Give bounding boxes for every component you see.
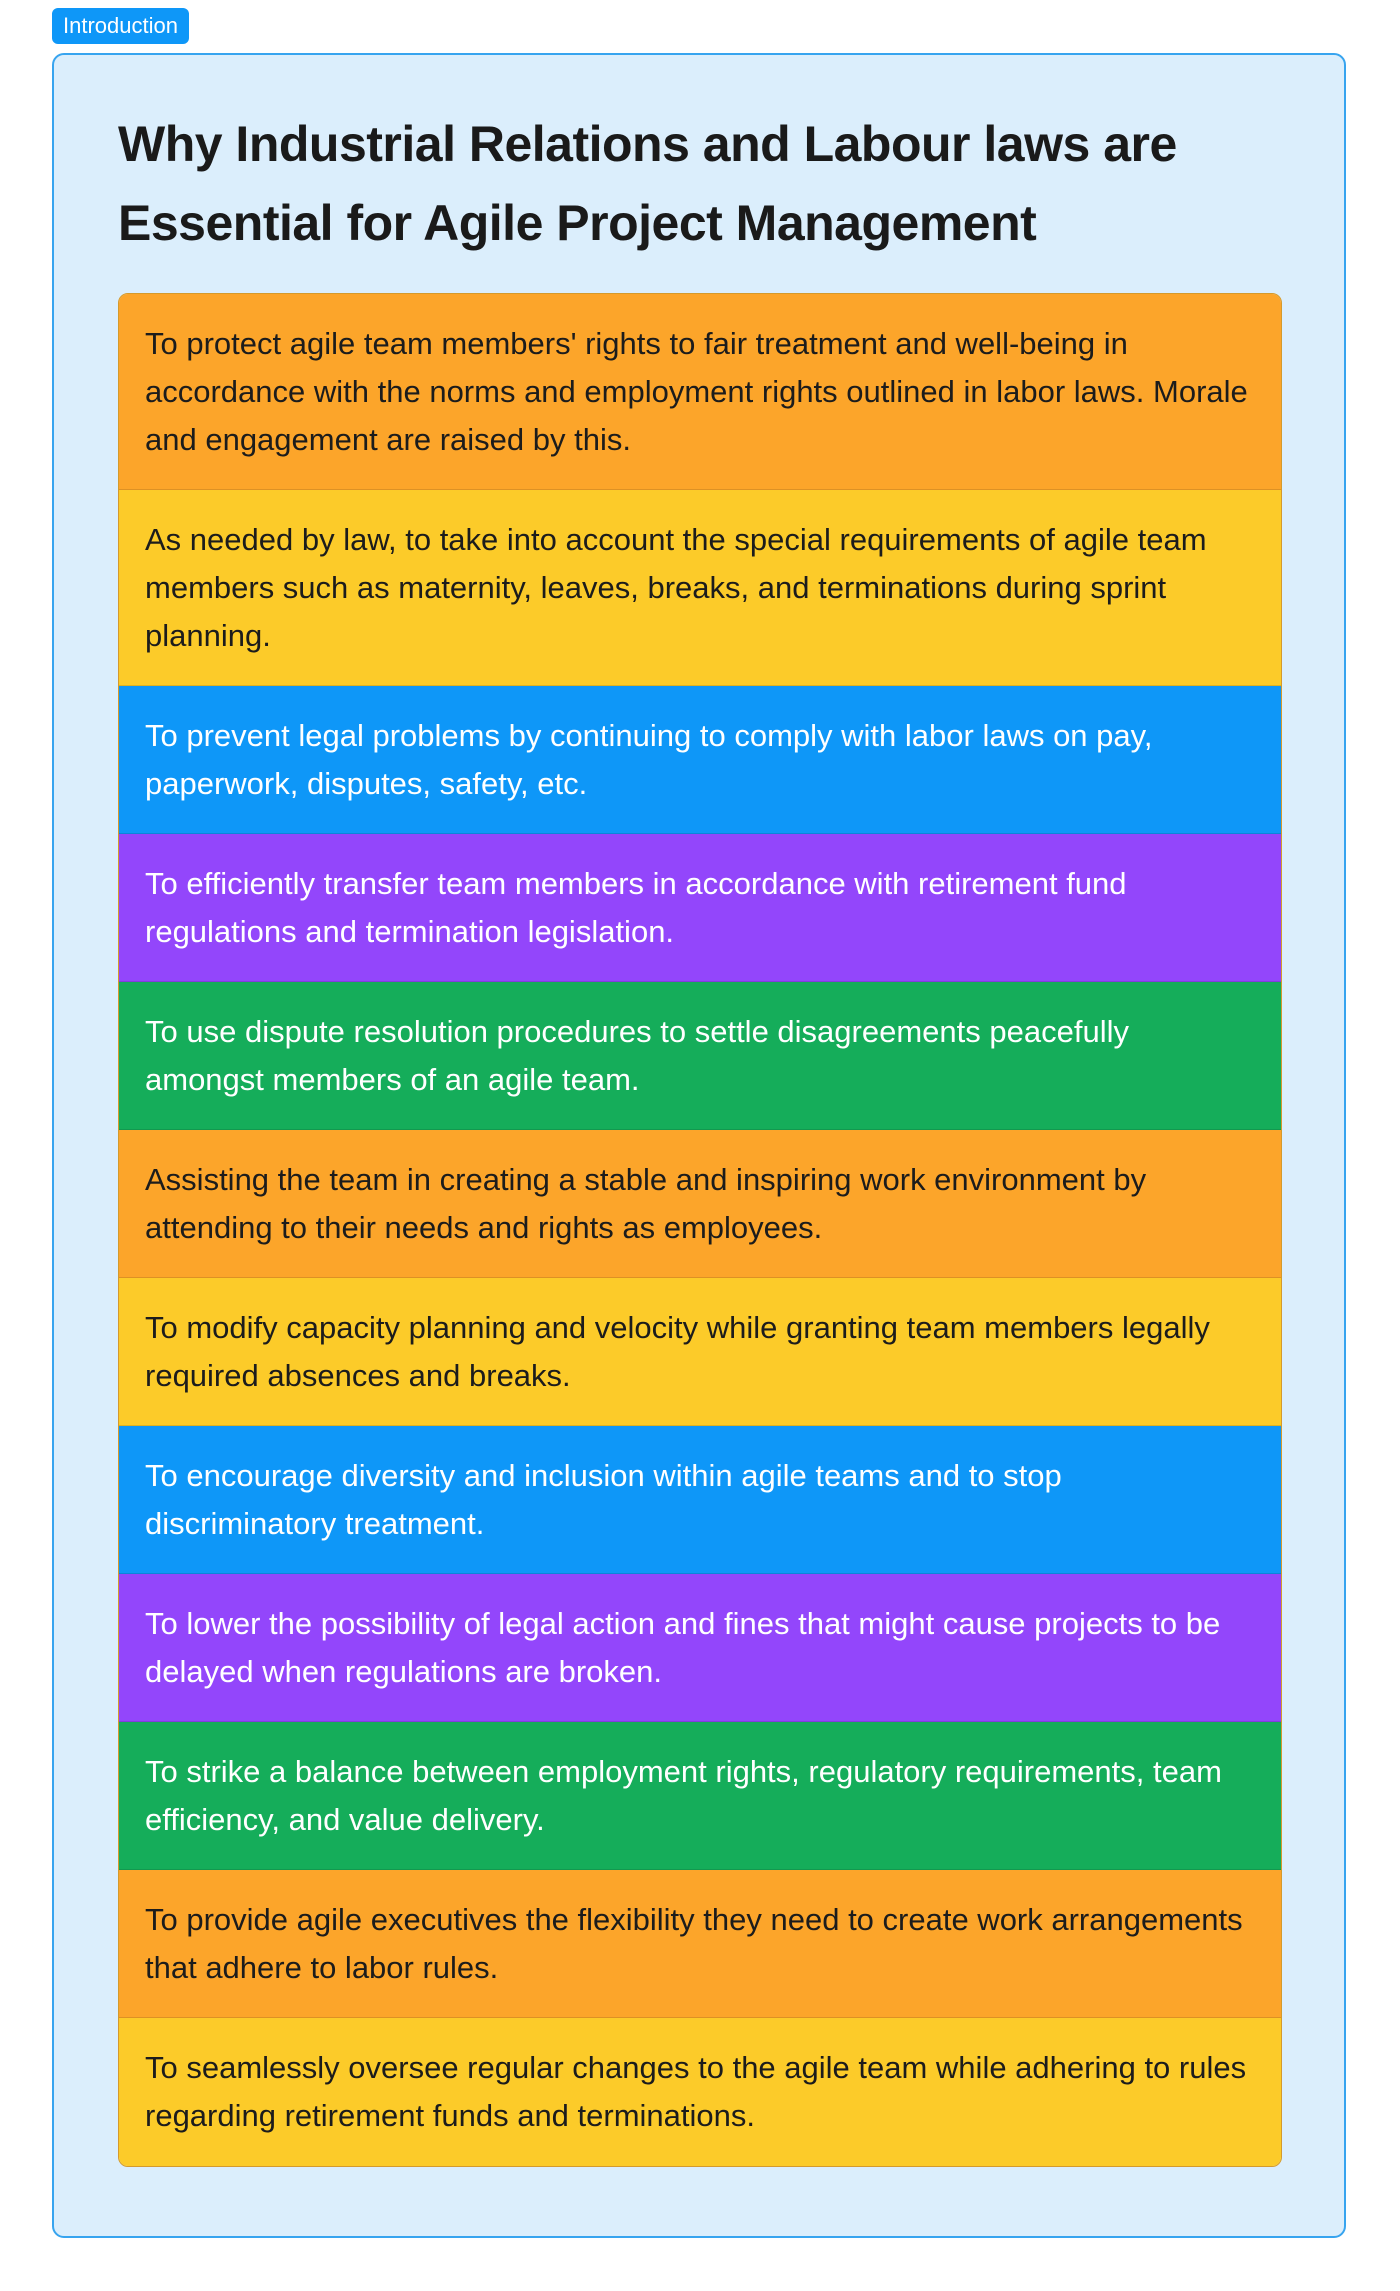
list-item-text: To seamlessly oversee regular changes to the agile team while adhering to rules regarding retirement funds and terminations. [145,2050,1247,2133]
list-item [119,490,1281,686]
list-item [119,294,1281,490]
list-item-text: To use dispute resolution procedures to settle disagreements peacefully amongst members of an agile team. [145,1013,1129,1097]
list-item-text: To efficiently transfer team members in accordance with retirement fund regulations and termination legislation. [145,865,1127,949]
list-item-text: To strike a balance between employment rights, regulatory requirements, team efficiency, and value delivery. [145,1753,1222,1837]
list-item-text: To protect agile team members' rights to fair treatment and well-being in accordance with the norms and employment rights outlined in labor laws. Morale and engagement are raised by this. [145,325,1248,457]
list-item [119,982,1281,1130]
list-item-text: To encourage diversity and inclusion within agile teams and to stop discriminatory treatment. [145,1457,1062,1541]
list-item [119,1426,1281,1574]
list-item [119,1722,1281,1870]
list-item [119,834,1281,982]
list-item [119,2018,1281,2166]
list-item [119,1278,1281,1426]
section-tag[interactable]: Introduction [52,8,189,44]
list-item [119,1130,1281,1278]
list-item [119,686,1281,834]
list-item-text: To modify capacity planning and velocity while granting team members legally required absences and breaks. [145,1309,1210,1393]
list-item [119,1574,1281,1722]
list-item-text: To prevent legal problems by continuing to comply with labor laws on pay, paperwork, disputes, safety, etc. [145,717,1153,801]
content-panel [52,53,1346,2238]
list-item-text: As needed by law, to take into account the special requirements of agile team members such as maternity, leaves, breaks, and terminations during sprint planning. [145,521,1207,653]
reasons-list [118,293,1282,2167]
page-title: Why Industrial Relations and Labour laws are Essential for Agile Project Management [118,116,1177,251]
list-item [119,1870,1281,2018]
list-item-text: Assisting the team in creating a stable and inspiring work environment by attending to their needs and rights as employees. [145,1161,1147,1245]
list-item-text: To lower the possibility of legal action and fines that might cause projects to be delayed when regulations are broken. [145,1605,1221,1689]
list-item-text: To provide agile executives the flexibility they need to create work arrangements that adhere to labor rules. [145,1901,1243,1985]
